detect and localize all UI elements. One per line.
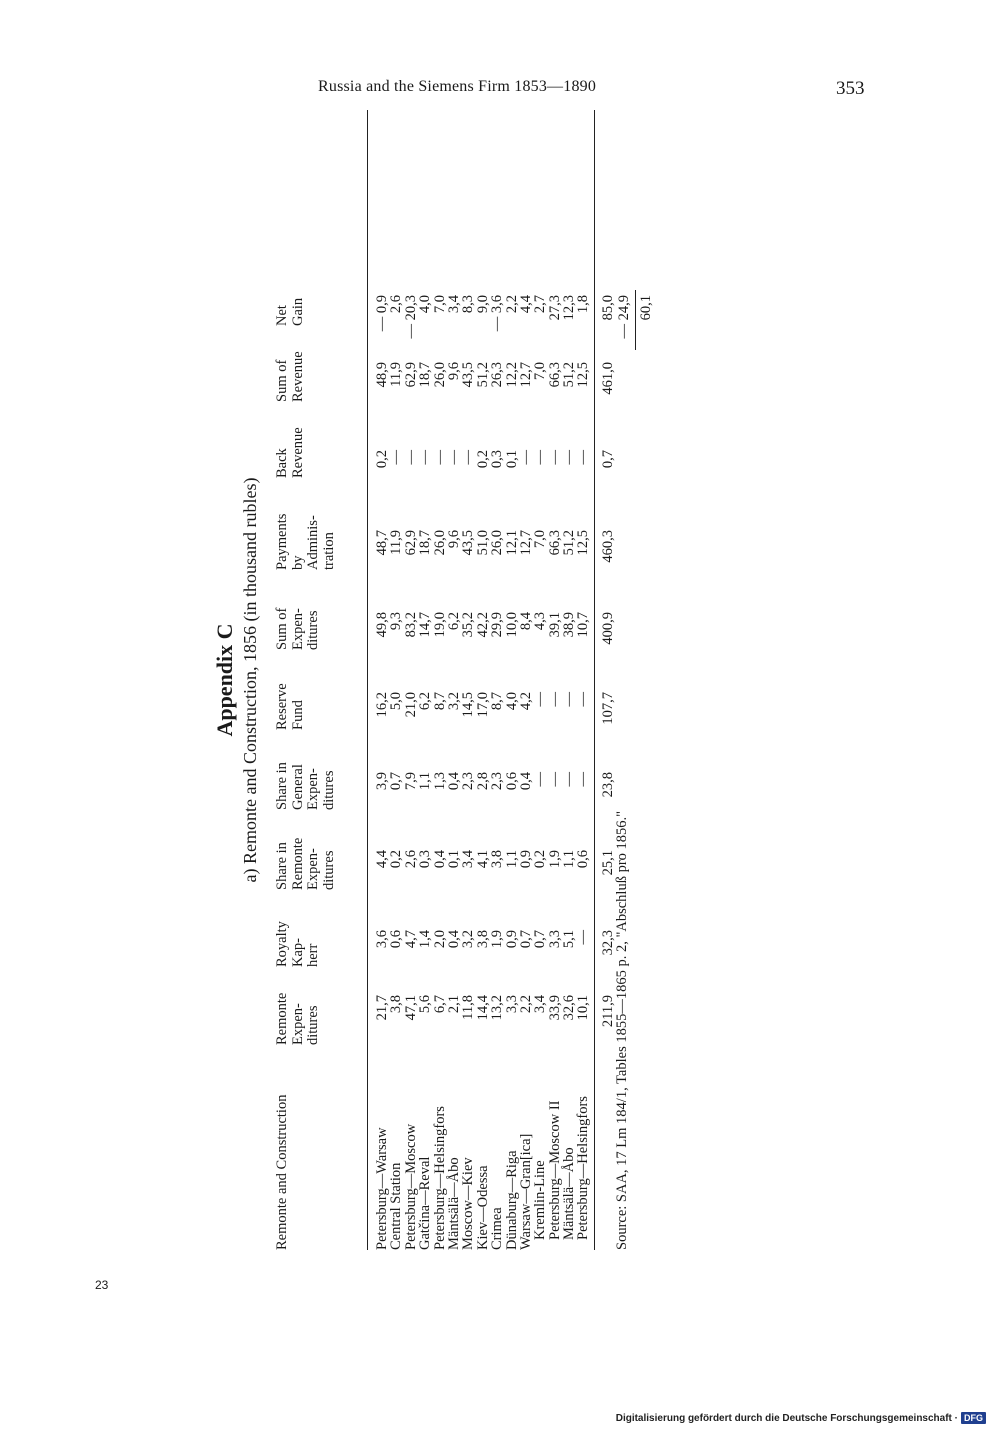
table-cell: 32,6 [561,995,578,1021]
table-cell: 0,1 [503,450,520,469]
table-cell: 1,3 [431,772,448,791]
table-cell: 11,8 [460,995,477,1020]
table-cell: 2,8 [474,772,491,791]
total-cell: 211,9 [600,995,616,1028]
table-cell: 21,0 [402,692,419,718]
table-cell: 27,3 [546,295,563,321]
header-rule [367,110,368,1250]
table-cell: 5,6 [417,995,434,1014]
table-cell: — [402,450,419,465]
table-cell: 1,1 [503,850,520,869]
row-label: Mäntsälä—Åbo [445,1157,462,1250]
table-cell: 14,7 [417,612,434,638]
table-cell: 4,2 [517,692,534,711]
table-row [548,110,562,1250]
table-cell: 2,6 [402,850,419,869]
footer-text: Digitalisierung gefördert durch die Deutsche Forschungsgemeinschaft · [615,1412,958,1424]
table-cell: 19,0 [431,612,448,638]
table-row [505,110,519,1250]
table-cell: 5,0 [388,692,405,711]
table-cell: 3,8 [474,930,491,949]
column-header: Reserve Fund [274,683,306,730]
table-cell: 1,8 [575,295,592,314]
table-cell: — 3,6 [489,295,506,332]
net-total-cell: 60,1 [638,295,654,321]
source-note: Source: SAA, 17 Lm 184/1, Tables 1855—1865 p. 2, "Abschluß pro 1856." [614,810,630,1250]
table-cell: — [532,772,549,787]
total-cell: 400,9 [600,612,616,645]
table-cell: — [546,450,563,465]
table-cell: 3,4 [460,850,477,869]
table-cell: 1,4 [417,930,434,949]
table-cell: 17,0 [474,692,491,718]
table-cell: 0,3 [417,850,434,869]
column-header: Back Revenue [274,427,306,478]
table-cell: 0,4 [517,772,534,791]
row-label: Petersburg—Warsaw [374,1127,390,1250]
table-cell: 0,3 [489,450,506,469]
appendix-title: Appendix C [212,623,237,737]
table-cell: 6,7 [431,995,448,1014]
table-row [533,110,547,1250]
table-cell: 12,7 [517,530,534,556]
table-cell: — [431,450,448,465]
table-cell: 4,3 [532,612,549,631]
table-cell: 62,9 [402,530,419,556]
table-cell: — [575,450,592,465]
row-label: Mäntsälä—Åbo [561,1147,578,1240]
table-cell: 13,2 [489,995,506,1021]
row-label: Gatčina—Reval [417,1156,434,1250]
column-header: Sum of Expen- ditures [274,607,321,650]
table-cell: 2,0 [431,930,448,949]
table-cell: 51,2 [561,362,578,388]
table-cell: 4,0 [417,295,434,314]
table-cell: 4,4 [517,295,534,314]
table-cell: 0,6 [575,850,592,869]
table-cell: — [445,450,462,465]
table-cell: 51,2 [474,362,491,388]
table-cell: 9,3 [388,612,405,631]
table-cell: 0,2 [532,850,549,869]
table-cell: 62,9 [402,362,419,388]
table-cell: 38,9 [561,612,578,638]
table-cell: 1,1 [561,850,578,869]
table-cell: 8,3 [460,295,477,314]
total-cell: 85,0 [600,295,616,321]
table-header-row [275,110,367,1250]
deduction-cell: — 24,9 [616,295,632,339]
table-cell: 18,7 [417,530,434,556]
table-cell: 48,7 [374,530,390,556]
table-cell: 12,5 [575,362,592,388]
table-cell: 12,2 [503,362,520,388]
column-header: Payments by Adminis- tration [274,513,337,570]
table-cell: 8,7 [489,692,506,711]
table-cell: 0,6 [503,772,520,791]
table-cell: 35,2 [460,612,477,638]
total-cell: 32,3 [600,930,616,956]
table-cell: 4,4 [374,850,390,869]
table-cell: 3,4 [532,995,549,1014]
table-cell: — [575,772,592,787]
table-cell: 11,9 [388,530,405,555]
row-label: Warsaw—Gran[ica] [517,1133,534,1250]
table-cell: 26,0 [489,530,506,556]
table-cell: 3,3 [546,930,563,949]
row-label: Kiev—Odessa [474,1165,491,1250]
table-cell: 0,2 [474,450,491,469]
table-cell: 9,6 [445,362,462,381]
table-cell: — [460,450,477,465]
table-cell: 0,4 [445,772,462,791]
column-header: Remonte and Construction [274,1094,290,1250]
footer [616,1412,986,1424]
column-header: Remonte Expen- ditures [274,992,321,1045]
table-cell: 7,0 [532,362,549,381]
table-cell: 2,1 [445,995,462,1014]
table-cell: 4,7 [402,930,419,949]
table-cell: 0,1 [445,850,462,869]
table-cell: 49,8 [374,612,390,638]
table-row [375,110,389,1250]
table-cell: — [561,692,578,707]
table-cell: — [532,450,549,465]
table-cell: 3,9 [374,772,390,791]
table-cell: 48,9 [374,362,390,388]
row-label: Central Station [388,1162,405,1250]
row-label: Moscow—Kiev [460,1157,477,1250]
table-cell: 42,2 [474,612,491,638]
table-cell: 3,8 [489,850,506,869]
table-cell: 14,5 [460,692,477,718]
table-cell: — [517,450,534,465]
table-cell: 2,6 [388,295,405,314]
table-cell: 12,1 [503,530,520,556]
table-cell: — 20,3 [402,295,419,339]
table-cell: 43,5 [460,362,477,388]
table-cell: 2,2 [517,995,534,1014]
row-label: Kremlin-Line [532,1160,549,1240]
running-head: Russia and the Siemens Firm 1853—1890 [318,78,597,95]
table-cell: 51,0 [474,530,491,556]
total-cell: 23,8 [600,772,616,798]
row-label: Petersburg—Moscow II [546,1100,563,1240]
table-cell: 1,9 [489,930,506,949]
table-cell: 83,2 [402,612,419,638]
dfg-logo: DFG [961,1412,986,1424]
row-label: Dünaburg—Riga [503,1150,520,1250]
table-cell: 7,9 [402,772,419,791]
table-cell: 3,6 [374,930,390,949]
table-cell: 2,2 [503,295,520,314]
table-cell: 10,0 [503,612,520,638]
table-cell: 0,4 [445,930,462,949]
table-cell: 7,0 [532,530,549,549]
table-cell: 43,5 [460,530,477,556]
table-cell: 0,4 [431,850,448,869]
table-cell: — [575,692,592,707]
table-row [418,110,432,1250]
column-header: Share in Remonte Expen- ditures [274,837,337,890]
table-cell: — [561,450,578,465]
table-row [404,110,418,1250]
table-cell: 0,2 [388,850,405,869]
table-cell: 1,1 [417,772,434,791]
total-cell: 0,7 [600,450,616,469]
total-cell: 25,1 [600,850,616,876]
table-cell: 2,3 [460,772,477,791]
table-cell: 0,7 [532,930,549,949]
table-row [433,110,447,1250]
table-cell: 2,3 [489,772,506,791]
table-cell: 4,1 [474,850,491,869]
table-row [562,110,576,1250]
table-row [519,110,533,1250]
table-row [389,110,403,1250]
table-cell: 6,2 [445,612,462,631]
table-cell: 0,2 [374,450,390,469]
table-cell: 29,9 [489,612,506,638]
table-cell: 0,7 [388,772,405,791]
table-row [461,110,475,1250]
table-cell: 10,7 [575,612,592,638]
row-label: Petersburg—Moscow [402,1123,419,1250]
table-cell: 16,2 [374,692,390,718]
table-body [375,110,591,1250]
table-cell: 10,1 [575,995,592,1021]
table-cell: 7,0 [431,295,448,314]
table-cell: 0,9 [503,930,520,949]
table-cell: 14,4 [474,995,491,1021]
table-cell: 4,0 [503,692,520,711]
table-cell: 3,4 [445,295,462,314]
table-row [576,110,590,1250]
table-cell: — 0,9 [374,295,390,332]
table-cell: 3,2 [460,930,477,949]
table-cell: 51,2 [561,530,578,556]
table-cell: 6,2 [417,692,434,711]
row-label: Petersburg—Helsingfors [431,1106,448,1250]
table-cell: 9,6 [445,530,462,549]
table-cell: 5,1 [561,930,578,949]
rotated-appendix-block [160,110,720,1250]
table-cell: 2,7 [532,295,549,314]
table-cell: 0,9 [517,850,534,869]
table-cell: 66,3 [546,530,563,556]
total-cell: 461,0 [600,362,616,395]
table-cell: 0,7 [517,930,534,949]
column-header: Net Gain [274,297,306,326]
row-label: Crimea [489,1207,506,1250]
table-cell: — [561,772,578,787]
table-row [476,110,490,1250]
table-cell: 26,3 [489,362,506,388]
margin-number: 23 [95,1278,109,1292]
total-cell: 107,7 [600,692,616,725]
table-cell: — [417,450,434,465]
net-rule [635,290,636,350]
total-cell: 460,3 [600,530,616,563]
table-cell: 8,7 [431,692,448,711]
table-cell: 33,9 [546,995,563,1021]
table-cell: 12,5 [575,530,592,556]
table-row [490,110,504,1250]
table-cell: 3,2 [445,692,462,711]
table-cell: 1,9 [546,850,563,869]
table-cell: 21,7 [374,995,390,1021]
column-header: Sum of Revenue [274,351,306,402]
column-header: Share in General Expen- ditures [274,762,337,810]
table-cell: 3,3 [503,995,520,1014]
totals-rule [594,110,595,1250]
table-cell: 12,3 [561,295,578,321]
row-label: Petersburg—Helsingfors [575,1096,592,1240]
table-cell: 66,3 [546,362,563,388]
table-cell: 26,0 [431,530,448,556]
table-cell: — [546,772,563,787]
table-cell: — [575,930,592,945]
page-number: 353 [836,78,865,99]
table-cell: 3,8 [388,995,405,1014]
table-cell: 26,0 [431,362,448,388]
appendix-subtitle: a) Remonte and Construction, 1856 (in thousand rubles) [240,477,260,883]
table-cell: 11,9 [388,362,405,387]
table-cell: 9,0 [474,295,491,314]
table-cell: 12,7 [517,362,534,388]
table-row [447,110,461,1250]
column-header: Royalty Kap- herr [274,921,321,967]
table-cell: 8,4 [517,612,534,631]
table-cell: 47,1 [402,995,419,1021]
table-cell: 18,7 [417,362,434,388]
table-cell: 39,1 [546,612,563,638]
table-cell: — [532,692,549,707]
table-cell: — [388,450,405,465]
table-cell: — [546,692,563,707]
table-cell: 0,6 [388,930,405,949]
